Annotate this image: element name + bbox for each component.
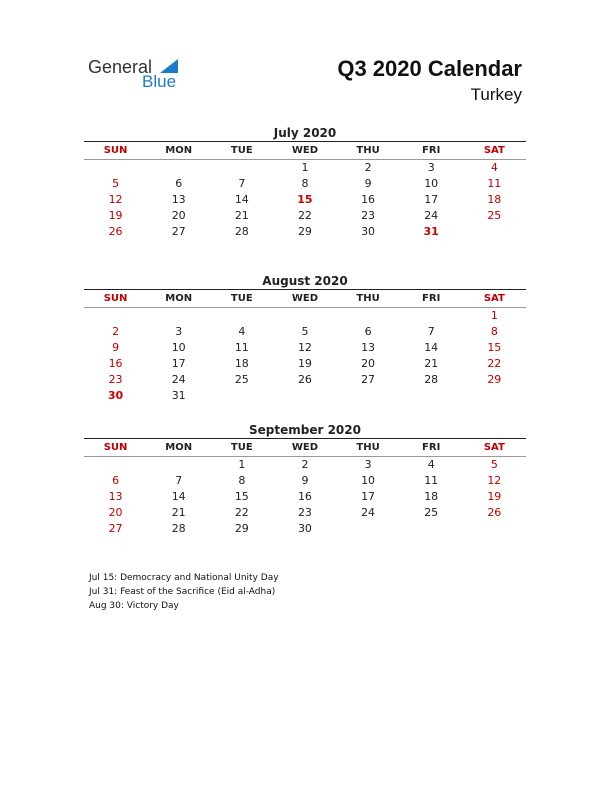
day-cell: 15 — [487, 341, 502, 354]
week-row — [84, 356, 526, 372]
month-rule — [84, 289, 526, 290]
day-cell: 9 — [112, 341, 120, 354]
empty-day-cell — [210, 160, 273, 176]
weekday-header-row — [84, 441, 526, 455]
day-cell: 2 — [112, 325, 120, 338]
day-cell: 29 — [297, 225, 312, 238]
weekday-label: THU — [356, 442, 380, 453]
day-cell: 6 — [364, 325, 372, 338]
weekday-label: MON — [165, 145, 193, 156]
day-cell: 16 — [297, 490, 312, 503]
week-row — [84, 308, 526, 324]
day-cell: 22 — [487, 357, 502, 370]
day-cell: 4 — [490, 161, 498, 174]
day-cell: 27 — [108, 522, 123, 535]
note-item: Jul 15: Democracy and National Unity Day — [89, 573, 279, 583]
day-cell: 1 — [238, 458, 246, 471]
weekday-label: FRI — [422, 442, 441, 453]
day-cell: 21 — [424, 357, 439, 370]
day-cell: 2 — [364, 161, 372, 174]
day-cell: 24 — [171, 373, 186, 386]
weekday-label: FRI — [422, 293, 441, 304]
logo-text-blue: Blue — [142, 72, 177, 91]
day-cell: 15 — [234, 490, 249, 503]
month-title: July 2020 — [273, 126, 337, 140]
day-cell: 28 — [424, 373, 439, 386]
day-cell: 1 — [301, 161, 309, 174]
day-cell: 19 — [108, 209, 123, 222]
day-cell: 23 — [297, 506, 312, 519]
day-cell: 14 — [234, 193, 249, 206]
month-rule — [84, 438, 526, 439]
empty-day-cell — [84, 308, 147, 324]
day-cell: 25 — [487, 209, 502, 222]
week-row — [84, 192, 526, 208]
week-row — [84, 340, 526, 356]
day-cell: 12 — [108, 193, 123, 206]
day-cell: 2 — [301, 458, 309, 471]
day-cell: 8 — [490, 325, 498, 338]
note-item: Aug 30: Victory Day — [89, 601, 179, 611]
weekday-label: SAT — [483, 442, 505, 453]
week-row — [84, 521, 526, 537]
weekday-label: THU — [356, 145, 380, 156]
day-cell: 18 — [234, 357, 249, 370]
day-cell: 31 — [423, 225, 439, 238]
day-cell: 7 — [238, 177, 246, 190]
day-cell: 14 — [424, 341, 439, 354]
week-row — [84, 457, 526, 473]
day-cell: 15 — [297, 193, 313, 206]
day-cell: 10 — [361, 474, 376, 487]
weekday-label: WED — [291, 442, 319, 453]
week-row — [84, 372, 526, 388]
weekday-label: TUE — [230, 293, 253, 304]
weekday-label: THU — [356, 293, 380, 304]
day-cell: 14 — [171, 490, 186, 503]
day-cell: 21 — [171, 506, 186, 519]
week-row — [84, 505, 526, 521]
day-cell: 7 — [175, 474, 183, 487]
day-cell: 24 — [361, 506, 376, 519]
empty-day-cell — [273, 388, 336, 404]
day-cell: 29 — [234, 522, 249, 535]
day-cell: 8 — [238, 474, 246, 487]
month-title: August 2020 — [262, 274, 348, 288]
day-cell: 6 — [175, 177, 183, 190]
month-september — [84, 422, 526, 537]
day-cell: 28 — [234, 225, 249, 238]
day-cell: 4 — [238, 325, 246, 338]
empty-day-cell — [400, 388, 463, 404]
empty-day-cell — [463, 388, 526, 404]
day-cell: 20 — [361, 357, 376, 370]
weekday-label: SUN — [103, 293, 128, 304]
day-cell: 20 — [171, 209, 186, 222]
empty-day-cell — [147, 308, 210, 324]
empty-day-cell — [147, 160, 210, 176]
day-cell: 5 — [112, 177, 120, 190]
weekday-label: MON — [165, 293, 193, 304]
day-cell: 30 — [297, 522, 312, 535]
month-rule — [84, 141, 526, 142]
day-cell: 22 — [297, 209, 312, 222]
day-cell: 23 — [361, 209, 376, 222]
day-cell: 28 — [171, 522, 186, 535]
week-row — [84, 324, 526, 340]
weekday-label: SUN — [103, 442, 128, 453]
day-cell: 13 — [108, 490, 123, 503]
weekday-label: TUE — [230, 442, 253, 453]
day-cell: 24 — [424, 209, 439, 222]
empty-day-cell — [400, 521, 463, 537]
day-cell: 10 — [171, 341, 186, 354]
page-title: Q3 2020 Calendar — [337, 56, 522, 81]
brand-logo — [88, 57, 188, 93]
weekday-label: WED — [291, 145, 319, 156]
empty-day-cell — [337, 521, 400, 537]
day-cell: 30 — [361, 225, 376, 238]
day-cell: 16 — [108, 357, 123, 370]
day-cell: 13 — [361, 341, 376, 354]
day-cell: 26 — [108, 225, 123, 238]
day-cell: 17 — [361, 490, 376, 503]
day-cell: 11 — [234, 341, 249, 354]
day-cell: 7 — [427, 325, 435, 338]
week-row — [84, 224, 526, 240]
day-cell: 9 — [301, 474, 309, 487]
week-row — [84, 489, 526, 505]
day-cell: 6 — [112, 474, 120, 487]
day-cell: 29 — [487, 373, 502, 386]
weekday-label: FRI — [422, 145, 441, 156]
day-cell: 9 — [364, 177, 372, 190]
week-row — [84, 160, 526, 176]
holiday-notes — [89, 571, 279, 613]
weekday-label: MON — [165, 442, 193, 453]
day-cell: 18 — [487, 193, 502, 206]
day-cell: 26 — [297, 373, 312, 386]
day-cell: 3 — [175, 325, 183, 338]
day-cell: 31 — [171, 389, 186, 402]
weekday-label: SAT — [483, 145, 505, 156]
weekday-label: TUE — [230, 145, 253, 156]
day-cell: 11 — [487, 177, 502, 190]
day-cell: 17 — [424, 193, 439, 206]
day-cell: 18 — [424, 490, 439, 503]
empty-day-cell — [210, 388, 273, 404]
empty-day-cell — [210, 308, 273, 324]
day-cell: 23 — [108, 373, 123, 386]
weekday-header-row — [84, 144, 526, 158]
day-cell: 27 — [171, 225, 186, 238]
day-cell: 12 — [487, 474, 502, 487]
day-cell: 5 — [490, 458, 498, 471]
logo-text-general: General — [88, 57, 153, 77]
month-july — [84, 125, 526, 240]
week-row — [84, 176, 526, 192]
day-cell: 19 — [297, 357, 312, 370]
month-august — [84, 273, 526, 404]
day-cell: 22 — [234, 506, 249, 519]
empty-day-cell — [84, 457, 147, 473]
day-cell: 30 — [107, 389, 124, 402]
day-cell: 16 — [361, 193, 376, 206]
empty-day-cell — [463, 224, 526, 240]
day-cell: 25 — [424, 506, 439, 519]
day-cell: 27 — [361, 373, 376, 386]
day-cell: 10 — [424, 177, 439, 190]
logo-triangle-icon — [160, 59, 178, 73]
day-cell: 19 — [487, 490, 502, 503]
day-cell: 4 — [427, 458, 435, 471]
weekday-label: WED — [291, 293, 319, 304]
day-cell: 8 — [301, 177, 309, 190]
month-title: September 2020 — [249, 423, 361, 437]
empty-day-cell — [337, 308, 400, 324]
week-row — [84, 388, 526, 404]
week-row — [84, 208, 526, 224]
day-cell: 21 — [234, 209, 249, 222]
day-cell: 25 — [234, 373, 249, 386]
weekday-label: SUN — [103, 145, 128, 156]
day-cell: 17 — [171, 357, 186, 370]
empty-day-cell — [84, 160, 147, 176]
empty-day-cell — [337, 388, 400, 404]
weekday-label: SAT — [483, 293, 505, 304]
note-item: Jul 31: Feast of the Sacrifice (Eid al-Adha) — [89, 587, 276, 597]
week-row — [84, 473, 526, 489]
day-cell: 26 — [487, 506, 502, 519]
day-cell: 3 — [364, 458, 372, 471]
day-cell: 12 — [297, 341, 312, 354]
day-cell: 1 — [490, 309, 498, 322]
empty-day-cell — [147, 457, 210, 473]
day-cell: 5 — [301, 325, 309, 338]
day-cell: 13 — [171, 193, 186, 206]
day-cell: 3 — [427, 161, 435, 174]
weekday-header-row — [84, 292, 526, 306]
empty-day-cell — [400, 308, 463, 324]
empty-day-cell — [463, 521, 526, 537]
day-cell: 20 — [108, 506, 123, 519]
day-cell: 11 — [424, 474, 439, 487]
country-label: Turkey — [470, 85, 522, 104]
empty-day-cell — [273, 308, 336, 324]
